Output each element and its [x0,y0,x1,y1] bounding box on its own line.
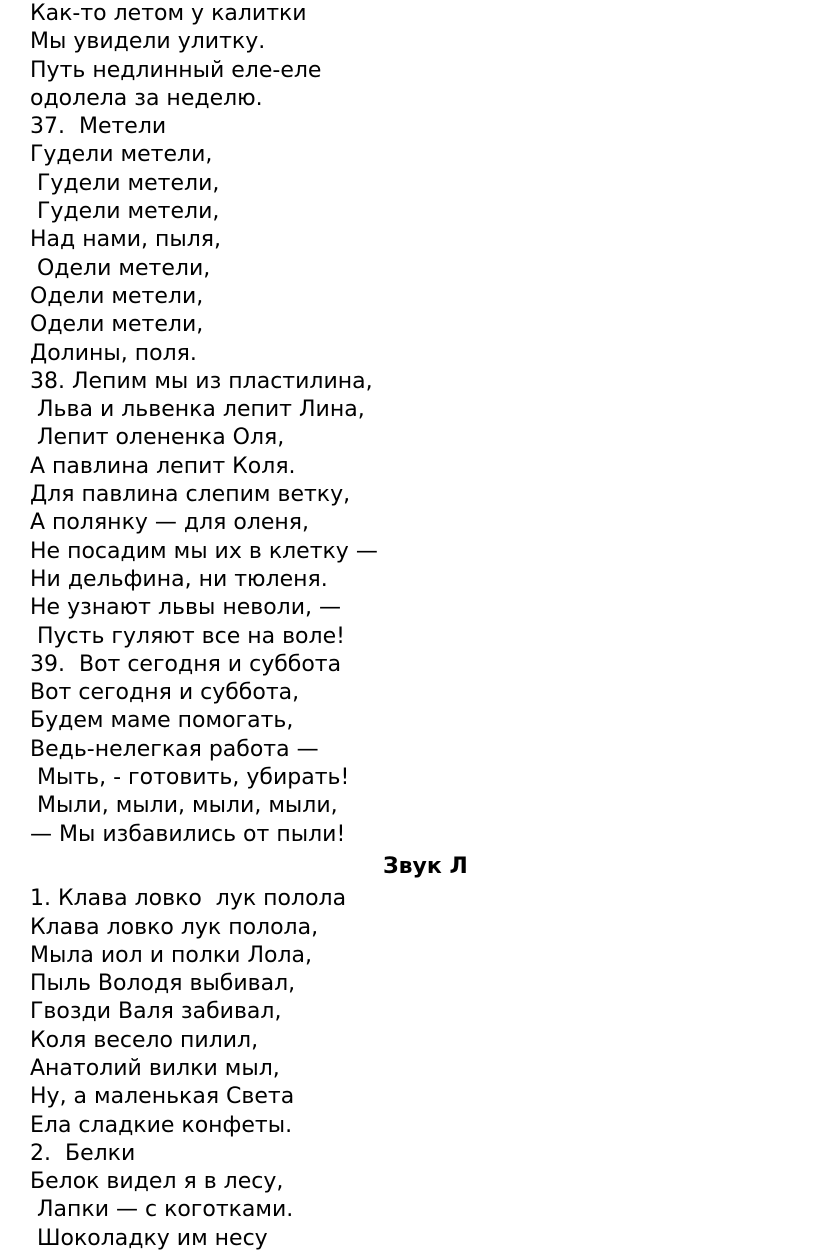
text-line: Мыли, мыли, мыли, мыли, [30,793,338,819]
text-line: А павлина лепит Коля. [30,453,296,479]
document-page [30,0,810,1250]
text-line: Пыль Володя выбивал, [30,971,296,997]
text-line: Мыть, - готовить, убирать! [30,765,350,791]
text-line: — Мы избавились от пыли! [30,821,346,847]
text-line: Ведь-нелегкая работа — [30,736,319,762]
text-line: Коля весело пилил, [30,1027,259,1053]
text-line: А полянку — для оленя, [30,510,310,536]
text-line: 38. Лепим мы из пластилина, [30,368,373,394]
text-line: Одели метели, [30,283,204,309]
text-line: Ела сладкие конфеты. [30,1112,293,1138]
text-line: Будем маме помогать, [30,708,294,734]
text-line: Гвозди Валя забивал, [30,999,282,1025]
text-line: Льва и львенка лепит Лина, [30,397,365,423]
text-line: Ну, а маленькая Света [30,1084,295,1110]
text-line: Ни дельфина, ни тюленя. [30,566,328,592]
section-heading: Звук Л [383,853,468,879]
text-line: Лепит олененка Оля, [30,425,285,451]
text-line: Клава ловко лук полола, [30,914,319,940]
text-line: Долины, поля. [30,340,197,366]
text-line: 37. Метели [30,114,167,140]
text-line: Шоколадку им несу [30,1225,268,1251]
text-line: Путь недлинный еле-еле [30,57,322,83]
text-line: одолела за неделю. [30,85,263,111]
text-line: Не посадим мы их в клетку — [30,538,378,564]
text-line: Как-то летом у калитки [30,1,307,26]
text-line: Одели метели, [30,255,211,281]
text-line: Над нами, пыля, [30,227,222,253]
text-line: Лапки — с коготками. [30,1197,294,1223]
text-line: Не узнают львы неволи, — [30,595,342,621]
text-line: Гудели метели, [30,170,220,196]
text-line: 39. Вот сегодня и суббота [30,651,342,677]
poem-section-after [30,885,810,1253]
text-line: Одели метели, [30,312,204,338]
text-line: Вот сегодня и суббота, [30,680,300,706]
text-line: 1. Клава ловко лук полола [30,886,347,912]
text-line: Гудели метели, [30,142,213,168]
text-line: Для павлина слепим ветку, [30,482,351,508]
text-line: Мыла иол и полки Лола, [30,942,313,968]
poem-section-before [30,0,810,849]
text-line: Анатолий вилки мыл, [30,1055,280,1081]
text-line: 2. Белки [30,1140,136,1166]
text-line: Гудели метели, [30,199,220,225]
text-line: Белок видел я в лесу, [30,1169,284,1195]
text-line: Пусть гуляют все на воле! [30,623,345,649]
text-line: Мы увидели улитку. [30,29,266,55]
